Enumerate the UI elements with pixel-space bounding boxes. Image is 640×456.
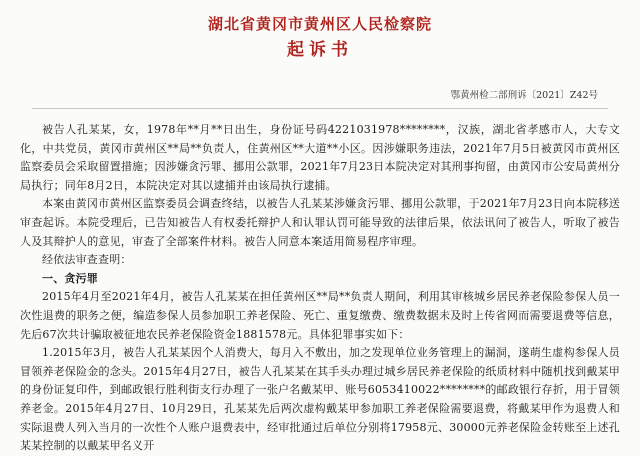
document-body [20,121,620,456]
case-procedure-paragraph: 本案由黄冈市黄州区监察委员会调查终结，以被告人孔某某涉嫌贪污罪、挪用公款罪，于2021年7月23日向本院移送审查起诉。本院受理后，已告知被告人有权委托辩护人和认罪认罚可能导致的法律后果，依法讯问了被告人，听取了被告人及其辩护人的意见，审查了全部案件材料。被告人同意本案适用简易程序审理。 [20,197,620,248]
section-heading-embezzlement: 一、贪污罪 [42,271,98,285]
findings-intro: 经依法审查查明： [42,253,132,267]
defendant-info-paragraph: 被告人孔某某，女，1978年**月**日出生，身份证号码4221031978********，汉族，湖北省孝感市人，大专文化，中共党员，黄冈市黄州区**局**负责人，住黄州区**大道**小区。因涉嫌职务违法，2021年7月5日被黄冈市黄州区监察委员会采取留置措施；因涉嫌贪污罪、挪用公款罪，2021年7月23日本院决定对其刑事拘留，由黄冈市公安局黄州分局执行；同年8月2日，本院决定对其以逮捕并由该局执行逮捕。 [20,123,620,192]
document-number: 鄂黄州检二部刑诉〔2021〕Z42号 [450,90,598,101]
header-divider [32,108,608,109]
document-title: 起诉书 [287,40,353,60]
embezzlement-summary-paragraph: 2015年4月至2021年4月，被告人孔某某在担任黄州区**局**负责人期间，利用其审核城乡居民养老保险参保人员一次性退费的职务之便，编造参保人员参加职工养老保险、死亡、重复缴费、缴费数据未及时上传省网而需要退费等信息，先后67次共计骗取被征地农民养老保险资金1881578元。具体犯罪事实如下： [20,290,620,341]
procuratorate-name: 湖北省黄冈市黄州区人民检察院 [207,15,432,33]
fact-one-paragraph: 1.2015年3月，被告人孔某某因个人消费大，每月入不敷出，加之发现单位业务管理上的漏洞，遂萌生虚构参保人员冒领养老保险金的念头。2015年4月27日，被告人孔某某在其手头办理过城乡居民养老保险的纸质材料中随机找到戴某甲的身份证复印件，到邮政银行胜利街支行办理了一张户名戴某甲、账号6053410022********的邮政银行存折，用于冒领养老金。2015年4月27日、10月29日，孔某某先后两次虚构戴某甲参加职工养老保险需要退费，将戴某甲作为退费人和实际退费人列入当月的一次性个人账户退费表中，经审批通过后单位分别将17958元、30000元养老保险金转账至上述孔某某控制的以戴某甲名义开 [20,346,620,453]
